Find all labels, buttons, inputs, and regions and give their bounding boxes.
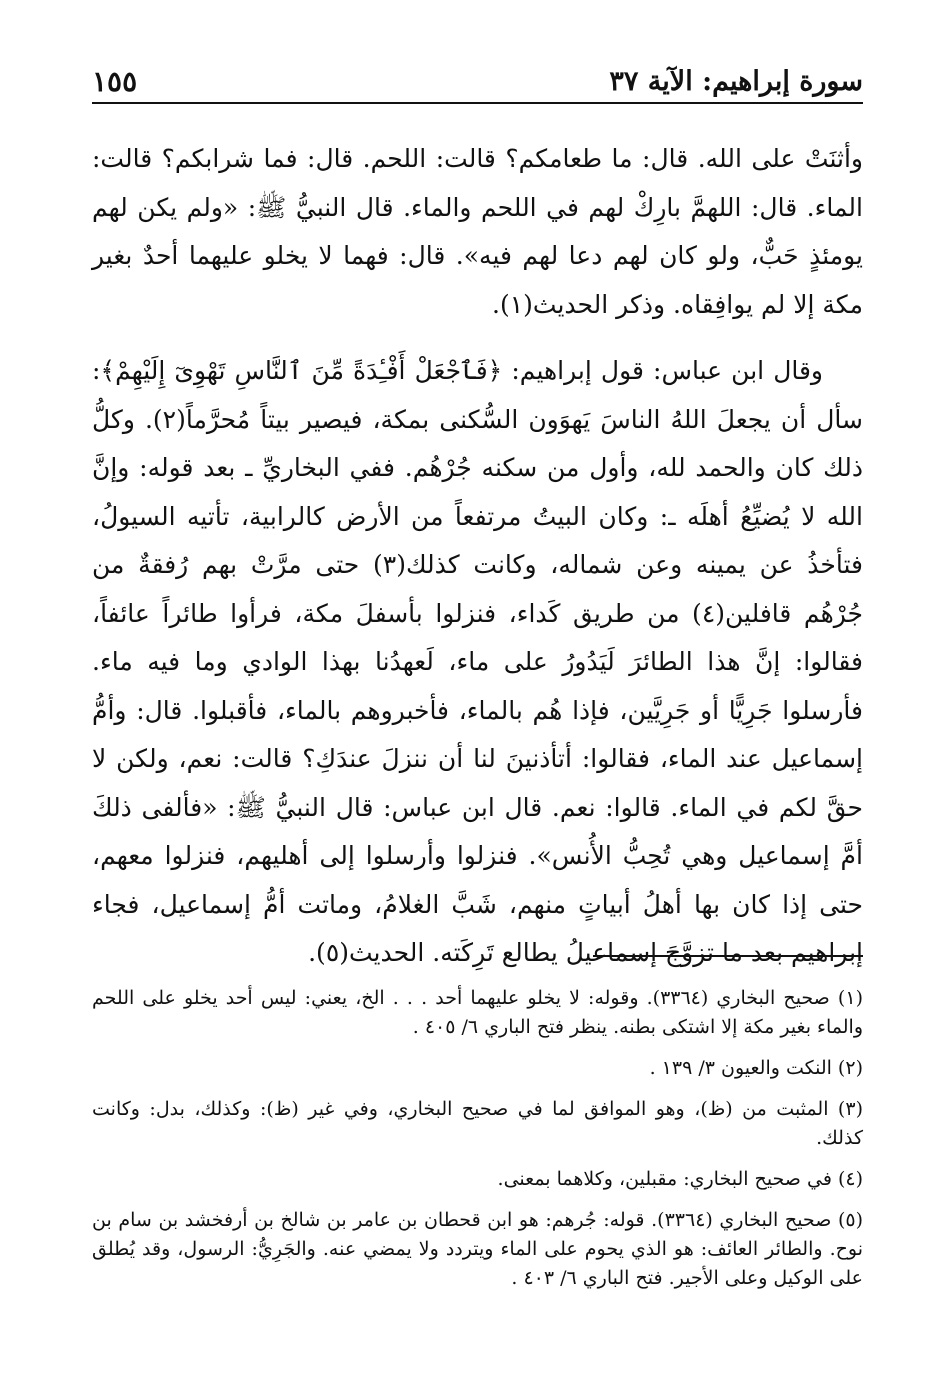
footnote: (٤) في صحيح البخاري: مقبلين، وكلاهما بمعنى. (497, 1168, 863, 1190)
footnote-separator (593, 955, 863, 957)
footnote: (٥) صحيح البخاري (٣٣٦٤). قوله: جُرهم: هو ابن قحطان بن عامر بن شالخ بن أرفخشد بن سام بن نوح. والطائر العائف: هو الذي يحوم على الماء ويتردد ولا يمضي عنه. والجَرِيُّ: الرسول، وقد يُطلق على الوكيل وعلى الأجير. فتح الباري ٦/ ٤٠٣ . (92, 1209, 863, 1289)
paragraph: وأثنَتْ على الله. قال: ما طعامكم؟ قالت: اللحم. قال: فما شرابكم؟ قالت: الماء. قال: اللهمَّ بارِكْ لهم في اللحم والماء. قال النبيُّ ﷺ: «ولم يكن لهم يومئذٍ حَبٌّ، ولو كان لهم دعا لهم فيه». قال: فهما لا يخلو عليهما أحدٌ بغير مكة إلا لم يوافِقاه. وذكر الحديث(١). (92, 144, 863, 319)
main-text (92, 135, 863, 996)
footnote: (١) صحيح البخاري (٣٣٦٤). وقوله: لا يخلو عليهما أحد . . . الخ، يعني: ليس أحد يخلو على اللحم والماء بغير مكة إلا اشتكى بطنه. ينظر فتح الباري ٦/ ٤٠٥ . (92, 987, 863, 1038)
page-header (92, 60, 863, 104)
footnote: (٣) المثبت من (ظ)، وهو الموافق لما في صحيح البخاري، وفي غير (ظ): وكذلك، بدل: وكانت كذلك. (92, 1098, 863, 1149)
footnote: (٢) النكت والعيون ٣/ ١٣٩ . (649, 1057, 863, 1079)
paragraph: وقال ابن عباس: قول إبراهيم: ﴿فَٱجْعَلْ أَفْـِٔدَةً مِّنَ ٱلنَّاسِ تَهْوِىٓ إِلَيْهِمْ﴾: سأل أن يجعلَ اللهُ الناسَ يَهوَون السُّكنى بمكة، فيصير بيتاً مُحرَّماً(٢). وكلُّ ذلك كان والحمد لله، وأول من سكنه جُرْهُم. ففي البخاريِّ ـ بعد قوله: وإنَّ الله لا يُضيِّعُ أهلَه ـ: وكان البيتُ مرتفعاً من الأرض كالرابية، تأتيه السيولُ، فتأخذُ عن يمينه وعن شماله، وكانت كذلك(٣) حتى مرَّتْ بهم رُفقةٌ من جُرْهُم قافلين(٤) من طريق كَداء، فنزلوا بأسفلَ مكة، فرأوا طائراً عائفاً، فقالوا: إنَّ هذا الطائرَ لَيَدُورُ على ماء، لَعهدُنا بهذا الوادي وما فيه ماء. فأرسلوا جَرِيًّا أو جَرِيَّين، فإذا هُم بالماء، فأخبروهم بالماء، فأقبلوا. قال: وأمُّ إسماعيل عند الماء، فقالوا: أتأذنينَ لنا أن ننزلَ عندَكِ؟ قالت: نعم، ولكن لا حقَّ لكم في الماء. قالوا: نعم. قال ابن عباس: قال النبيُّ ﷺ: «فألفى ذلكَ أمَّ إسماعيل وهي تُحِبُّ الأُنس». فنزلوا وأرسلوا إلى أهليهم، فنزلوا معهم، حتى إذا كان بها أهلُ أبياتٍ منهم، شَبَّ الغلامُ، وماتت أمُّ إسماعيل، فجاء إبراهيم بعد ما تزوَّجَ إسماعيلُ يطالع تَرِكَته. الحديث(٥). (92, 356, 864, 967)
running-title: سورة إبراهيم: الآية ٣٧ (609, 65, 863, 97)
footnotes (92, 984, 863, 1305)
page-number: ١٥٥ (92, 64, 138, 98)
